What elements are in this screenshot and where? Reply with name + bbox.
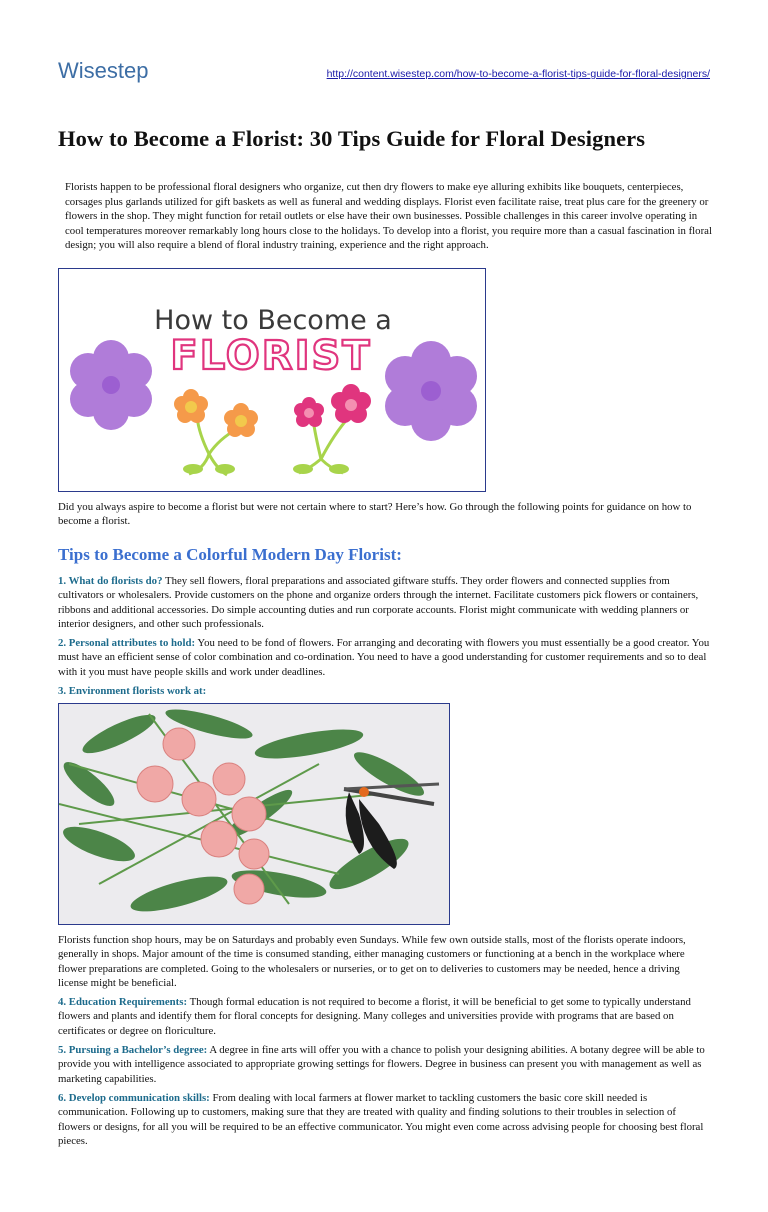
tip-6 bbox=[58, 1091, 710, 1149]
tip-4-lead: 4. Education Requirements: bbox=[58, 996, 188, 1008]
tip-3-lead: 3. Environment florists work at: bbox=[58, 685, 207, 697]
orange-flowers bbox=[174, 389, 258, 475]
purple-flower-right bbox=[385, 341, 477, 441]
hero-text-line1: How to Become a bbox=[154, 305, 392, 336]
tip-3 bbox=[58, 684, 710, 698]
roses-and-shears-photo bbox=[58, 703, 450, 925]
tip-5 bbox=[58, 1043, 710, 1086]
intro-paragraph: Florists happen to be professional floral designers who organize, cut then dry flowers to make eye alluring exhibits like bouquets, centerpieces, corsages plus garlands utilized for gift baskets as well as funeral and wedding displays. Florist even facilitate raise, treat plus care for the greenery or flowers in the shop. They might function for retail outlets or else have their own businesses. Possible challenges in this career involve operating in cool temperatures moreover remarkably long hours close to the holidays. To develop into a florist, you require more than a casual fascination in floral design; you will also require a blend of floral industry training, experience and the right approach. bbox=[65, 181, 712, 252]
florist-illustration bbox=[59, 269, 486, 492]
tip-5-text: A degree in fine arts will offer you with a chance to polish your designing abilities. A botany degree will be able to provide you with intelligence associated to appropriate growing settings for flowers. Degree in business can present you with management as well as marketing capabilities. bbox=[58, 1044, 705, 1085]
tip-2-text: You need to be fond of flowers. For arranging and decorating with flowers you must essentially be a good creator. You must have an efficient sense of color combination and co-ordination. You need to have a good understanding for customer requirements and so to deal with it you must have people skills and work under deadlines. bbox=[58, 637, 710, 678]
section-heading: Tips to Become a Colorful Modern Day Florist: bbox=[58, 545, 402, 564]
pink-flowers bbox=[293, 384, 371, 474]
tip-2-lead: 2. Personal attributes to hold: bbox=[58, 637, 196, 649]
environment-paragraph: Florists function shop hours, may be on Saturdays and probably even Sundays. While few own outside stalls, most of the florists operate indoors, generally in shops. Major amount of the time is consumed standing, either managing customers or functioning at a bench in the workplace where flower preparations are completed. Going to the wholesalers or nurseries, or to get on to deliveries to customers may be needed, hence a driving license might be beneficial. bbox=[58, 934, 686, 990]
tip-6-lead: 6. Develop communication skills: bbox=[58, 1092, 210, 1104]
roses-illustration bbox=[59, 704, 450, 925]
page-title: How to Become a Florist: 30 Tips Guide for Floral Designers bbox=[58, 126, 646, 151]
guidance-paragraph: Did you always aspire to become a florist but were not certain where to start? Here’s how. Go through the following points for guidance on how to become a florist. bbox=[58, 501, 692, 528]
tip-6-text: From dealing with local farmers at flower market to tackling customers the basic core skill needed is communication. Following up to customers, making sure that they are treated with quality and finding solutions to their troubles in selection of flowers or designs, for all you will be required to be an effective communicator. You might even come across advising people for choosing best floral pieces. bbox=[58, 1092, 704, 1148]
tip-1-text: They sell flowers, floral preparations and associated giftware stuffs. They order flowers and connected supplies from cultivators or wholesalers. Provide customers on the phone and organize orders through the internet. Facilitate customers pick flowers or containers, ribbons and additional accessories. Do simple accounting duties and run corporate accounts. Florist might communicate with wedding planners or interior designers, and other such professionals. bbox=[58, 575, 699, 631]
hero-text-line2: FLORIST bbox=[170, 333, 372, 379]
tip-2 bbox=[58, 636, 710, 679]
page-header bbox=[58, 58, 710, 88]
purple-flower-left bbox=[70, 340, 152, 430]
tip-4-text: Though formal education is not required to become a florist, it will be beneficial to get some to typically understand flowers and plants and identify them for floral concepts for designing. Many colleges and universities provide with programs that are based on certificates or degree on floriculture. bbox=[58, 996, 691, 1037]
florist-hero-image bbox=[58, 268, 486, 492]
source-url-link[interactable]: http://content.wisestep.com/how-to-become-a-florist-tips-guide-for-floral-designers/ bbox=[326, 68, 710, 80]
brand-logo-text: Wisestep bbox=[58, 58, 149, 83]
tip-4 bbox=[58, 995, 710, 1038]
tip-1-lead: 1. What do florists do? bbox=[58, 575, 163, 587]
tip-5-lead: 5. Pursuing a Bachelor’s degree: bbox=[58, 1044, 208, 1056]
tip-1 bbox=[58, 574, 710, 632]
